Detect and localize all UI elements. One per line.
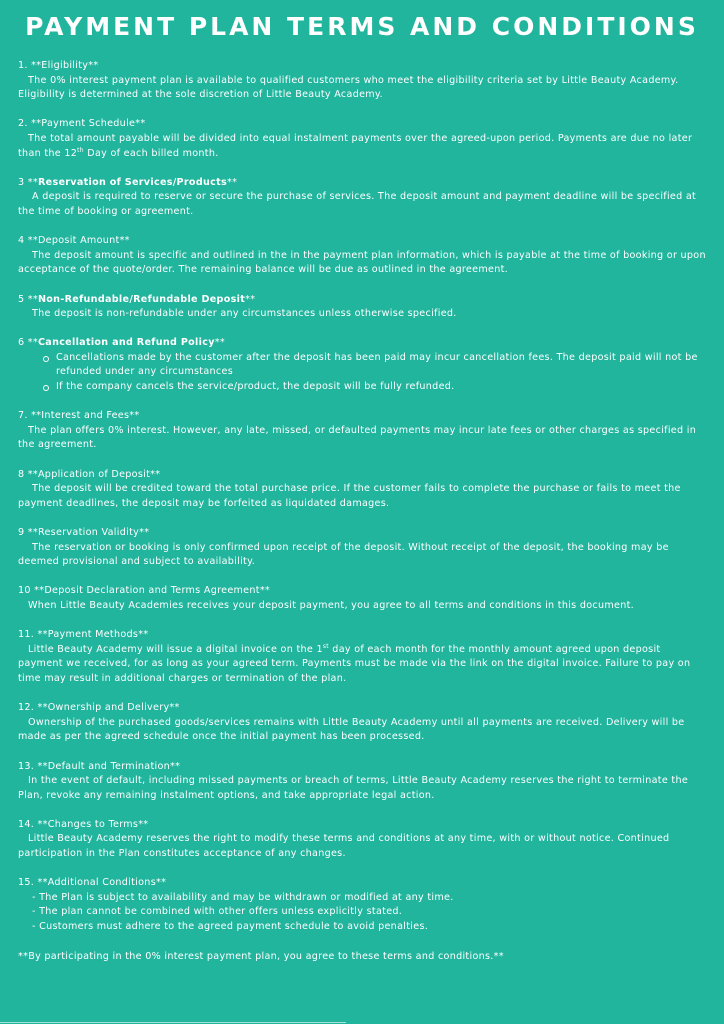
section-body	[18, 132, 708, 161]
section-payment-methods	[18, 628, 708, 686]
section-reservation	[18, 176, 708, 220]
section-ownership-delivery	[18, 701, 708, 745]
section-default-termination	[18, 760, 708, 804]
section-heading: 7. **Interest and Fees**	[18, 410, 140, 422]
heading-prefix: 3 **	[18, 176, 38, 188]
section-body: When Little Beauty Academies receives your deposit payment, you agree to all terms and conditions in this document.	[28, 599, 634, 611]
section-application-of-deposit	[18, 468, 708, 512]
section-additional-conditions	[18, 876, 708, 934]
section-heading: 14. **Changes to Terms**	[18, 818, 149, 830]
ordinal-suffix: st	[322, 642, 329, 650]
section-heading	[18, 176, 708, 191]
body-text-pre: Little Beauty Academy will issue a digital invoice on the 1	[28, 643, 323, 655]
list-item: - Customers must adhere to the agreed payment schedule to avoid penalties.	[32, 921, 429, 933]
section-heading: 8 **Application of Deposit**	[18, 468, 161, 480]
section-body: The plan offers 0% interest. However, any late, missed, or defaulted payments may incur late fees or other charges as specified in the agreement.	[18, 424, 697, 451]
section-body: In the event of default, including missed payments or breach of terms, Little Beauty Academy reserves the right to terminate the Plan, revoke any remaining instalment options, and take appropriate legal action.	[18, 775, 689, 801]
heading-suffix: **	[227, 176, 238, 188]
section-body: Ownership of the purchased goods/services remains with Little Beauty Academy until all payments are received. Delivery will be made as per the agreed schedule once the initial payment has been processed.	[18, 716, 685, 743]
section-body: The deposit amount is specific and outlined in the in the payment plan information, which is payable at the time of booking or upon acceptance of the quote/order. The remaining balance will be due as outlined in the agreement.	[18, 249, 706, 276]
section-eligibility	[18, 59, 708, 103]
section-heading: 1. **Eligibility**	[18, 60, 99, 71]
body-text-post: day of each month for the monthly amount agreed upon deposit payment we received, for as long as your agreed term. Payments must be made via the link on the digital invoice. Failure to pay on time may result in additional charges or termination of the plan.	[18, 643, 691, 684]
heading-bold: Reservation of Services/Products	[37, 176, 227, 188]
list-item: If the company cancels the service/product, the deposit will be fully refunded.	[18, 380, 708, 395]
section-reservation-validity	[18, 526, 708, 570]
section-refundable-deposit	[18, 293, 708, 322]
section-heading: 11. **Payment Methods**	[18, 629, 149, 641]
bullet-list	[18, 351, 708, 395]
section-heading: 4 **Deposit Amount**	[18, 235, 130, 247]
section-body	[18, 643, 708, 687]
terms-content	[18, 59, 708, 949]
heading-bold: Non-Refundable/Refundable Deposit	[37, 293, 246, 305]
heading-suffix: **	[245, 293, 256, 305]
section-deposit-amount	[18, 234, 708, 278]
heading-prefix: 5 **	[18, 293, 38, 305]
section-body: The 0% interest payment plan is available to qualified customers who meet the eligibility criteria set by Little Beauty Academy. Eligibility is determined at the sole discretion of Little Beauty Academy.	[18, 74, 679, 101]
section-changes-to-terms	[18, 818, 708, 862]
section-heading: 9 **Reservation Validity**	[18, 527, 150, 538]
condition-list	[18, 891, 708, 935]
section-heading: 2. **Payment Schedule**	[18, 118, 146, 130]
section-heading: 13. **Default and Termination**	[18, 760, 181, 772]
list-item: - The Plan is subject to availability and may be withdrawn or modified at any time.	[32, 891, 454, 903]
body-text-pre: The total amount payable will be divided into equal instalment payments over the agreed-upon period. Payments are due no later than the 12	[18, 132, 693, 159]
section-body: The deposit will be credited toward the total purchase price. If the customer fails to complete the purchase or fails to meet the payment deadlines, the deposit may be forfeited as liquidated damages.	[18, 483, 681, 509]
section-body: A deposit is required to reserve or secure the purchase of services. The deposit amount and payment deadline will be specified at the time of booking or agreement.	[18, 191, 697, 217]
section-body: The reservation or booking is only confirmed upon receipt of the deposit. Without receipt of the deposit, the booking may be deemed provisional and subject to availability.	[18, 541, 669, 568]
section-heading: 10 **Deposit Declaration and Terms Agreement**	[18, 585, 271, 597]
section-body: Little Beauty Academy reserves the right to modify these terms and conditions at any time, with or without notice. Continued participation in the Plan constitutes acceptance of any changes.	[18, 833, 670, 860]
heading-suffix: **	[214, 337, 225, 349]
section-body: The deposit is non-refundable under any circumstances unless otherwise specified.	[32, 308, 457, 320]
list-item: Cancellations made by the customer after the deposit has been paid may incur cancellation fees. The deposit paid will not be refunded under any circumstances	[18, 351, 708, 380]
section-heading	[18, 336, 708, 351]
ordinal-suffix: th	[77, 146, 84, 154]
body-text-post: Day of each billed month.	[83, 147, 219, 159]
section-heading: 15. **Additional Conditions**	[18, 877, 167, 889]
agreement-footer: **By participating in the 0% interest payment plan, you agree to these terms and conditions.**	[18, 951, 504, 962]
section-deposit-declaration	[18, 584, 708, 613]
bottom-divider	[0, 1022, 346, 1023]
section-payment-schedule	[18, 117, 708, 161]
section-heading	[18, 293, 708, 308]
section-interest-fees	[18, 409, 708, 453]
section-cancellation	[18, 336, 708, 394]
page-title: PAYMENT PLAN TERMS AND CONDITIONS	[25, 12, 699, 41]
heading-bold: Cancellation and Refund Policy	[37, 337, 215, 349]
section-heading: 12. **Ownership and Delivery**	[18, 702, 180, 714]
heading-prefix: 6 **	[18, 337, 38, 349]
list-item: - The plan cannot be combined with other offers unless explicitly stated.	[32, 906, 403, 918]
